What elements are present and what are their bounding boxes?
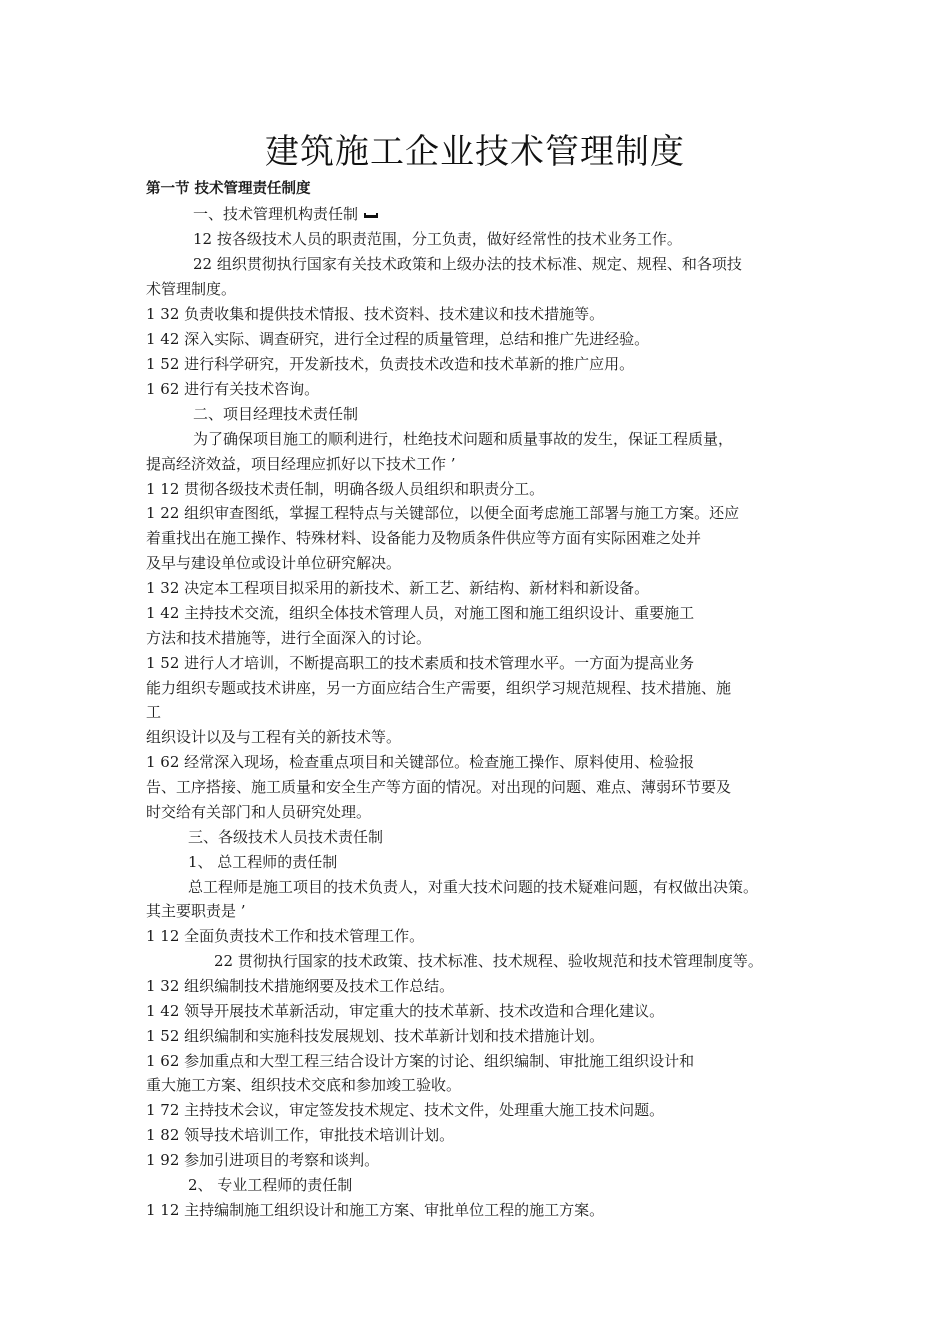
subheading-3-2: 2、 专业工程师的责任制 — [188, 1176, 353, 1194]
subheading-3-1: 1、 总工程师的责任制 — [188, 853, 338, 871]
text-line: 1 12 主持编制施工组织设计和施工方案、审批单位工程的施工方案。 — [146, 1201, 605, 1219]
section-heading: 第一节 技术管理责任制度 — [146, 181, 311, 197]
text-line: 1 42 深入实际、调查研究，进行全过程的质量管理，总结和推广先进经验。 — [146, 330, 650, 348]
text-line: 1 92 参加引进项目的考察和谈判。 — [146, 1151, 380, 1169]
text-line: 1 32 组织编制技术措施纲要及技术工作总结。 — [146, 977, 455, 995]
text-line: 1 62 进行有关技术咨询。 — [146, 380, 320, 398]
text-line: 能力组织专题或技术讲座，另一方面应结合生产需要，组织学习规范规程、技术措施、施 — [146, 679, 732, 697]
text-line: 1 52 进行科学研究，开发新技术，负责技术改造和技术革新的推广应用。 — [146, 355, 635, 373]
bracket-mark-icon — [364, 213, 378, 218]
subheading-2: 二、项目经理技术责任制 — [193, 405, 359, 423]
text-line: 1 12 全面负责技术工作和技术管理工作。 — [146, 927, 425, 945]
text-line: 1 22 组织审查图纸，掌握工程特点与关键部位，以便全面考虑施工部署与施工方案。还应 — [146, 504, 740, 522]
text-line: 为了确保项目施工的顺利进行，杜绝技术问题和质量事故的发生，保证工程质量， — [193, 430, 734, 448]
text-line: 1 82 领导技术培训工作，审批技术培训计划。 — [146, 1126, 455, 1144]
document-title: 建筑施工企业技术管理制度 — [265, 132, 685, 172]
subheading-1: 一、技术管理机构责任制 — [193, 204, 378, 224]
text-line: 1 52 进行人才培训，不断提高职工的技术素质和技术管理水平。一方面为提高业务 — [146, 654, 695, 672]
text-line: 时交给有关部门和人员研究处理。 — [146, 803, 372, 821]
text-line: 其主要职责是 ’ — [146, 902, 246, 920]
text-line: 着重找出在施工操作、特殊材料、设备能力及物质条件供应等方面有实际困难之处并 — [146, 529, 702, 547]
text-line: 1 42 主持技术交流，组织全体技术管理人员，对施工图和施工组织设计、重要施工 — [146, 604, 695, 622]
text-line: 工 — [146, 703, 162, 721]
text-line: 重大施工方案、组织技术交底和参加竣工验收。 — [146, 1076, 462, 1094]
text-line: 总工程师是施工项目的技术负责人，对重大技术问题的技术疑难问题，有权做出决策。 — [188, 878, 759, 896]
subheading-3: 三、各级技术人员技术责任制 — [188, 828, 384, 846]
text-line: 1 72 主持技术会议，审定签发技术规定、技术文件，处理重大施工技术问题。 — [146, 1101, 665, 1119]
text-line: 1 32 决定本工程项目拟采用的新技术、新工艺、新结构、新材料和新设备。 — [146, 579, 650, 597]
text-line: 告、工序搭接、施工质量和安全生产等方面的情况。对出现的问题、难点、薄弱环节要及 — [146, 778, 732, 796]
text-line: 及早与建设单位或设计单位研究解决。 — [146, 554, 402, 572]
text-line: 提高经济效益，项目经理应抓好以下技术工作 ’ — [146, 455, 456, 473]
text-line: 1 42 领导开展技术革新活动，审定重大的技术革新、技术改造和合理化建议。 — [146, 1002, 665, 1020]
text-line: 22 组织贯彻执行国家有关技术政策和上级办法的技术标准、规定、规程、和各项技 — [193, 255, 742, 273]
text-line: 组织设计以及与工程有关的新技术等。 — [146, 728, 402, 746]
text-line: 1 12 贯彻各级技术责任制，明确各级人员组织和职责分工。 — [146, 480, 545, 498]
text-line: 术管理制度。 — [146, 280, 237, 298]
text-line: 22 贯彻执行国家的技术政策、技术标准、技术规程、验收规范和技术管理制度等。 — [214, 952, 763, 970]
text-line: 12 按各级技术人员的职责范围，分工负责，做好经常性的技术业务工作。 — [193, 230, 682, 248]
text-line: 1 32 负责收集和提供技术情报、技术资料、技术建议和技术措施等。 — [146, 305, 605, 323]
text-line: 1 62 经常深入现场，检查重点项目和关键部位。检查施工操作、原料使用、检验报 — [146, 753, 695, 771]
text-line: 1 52 组织编制和实施科技发展规划、技术革新计划和技术措施计划。 — [146, 1027, 605, 1045]
text-line: 1 62 参加重点和大型工程三结合设计方案的讨论、组织编制、审批施工组织设计和 — [146, 1052, 695, 1070]
text-line: 方法和技术措施等，进行全面深入的讨论。 — [146, 629, 432, 647]
